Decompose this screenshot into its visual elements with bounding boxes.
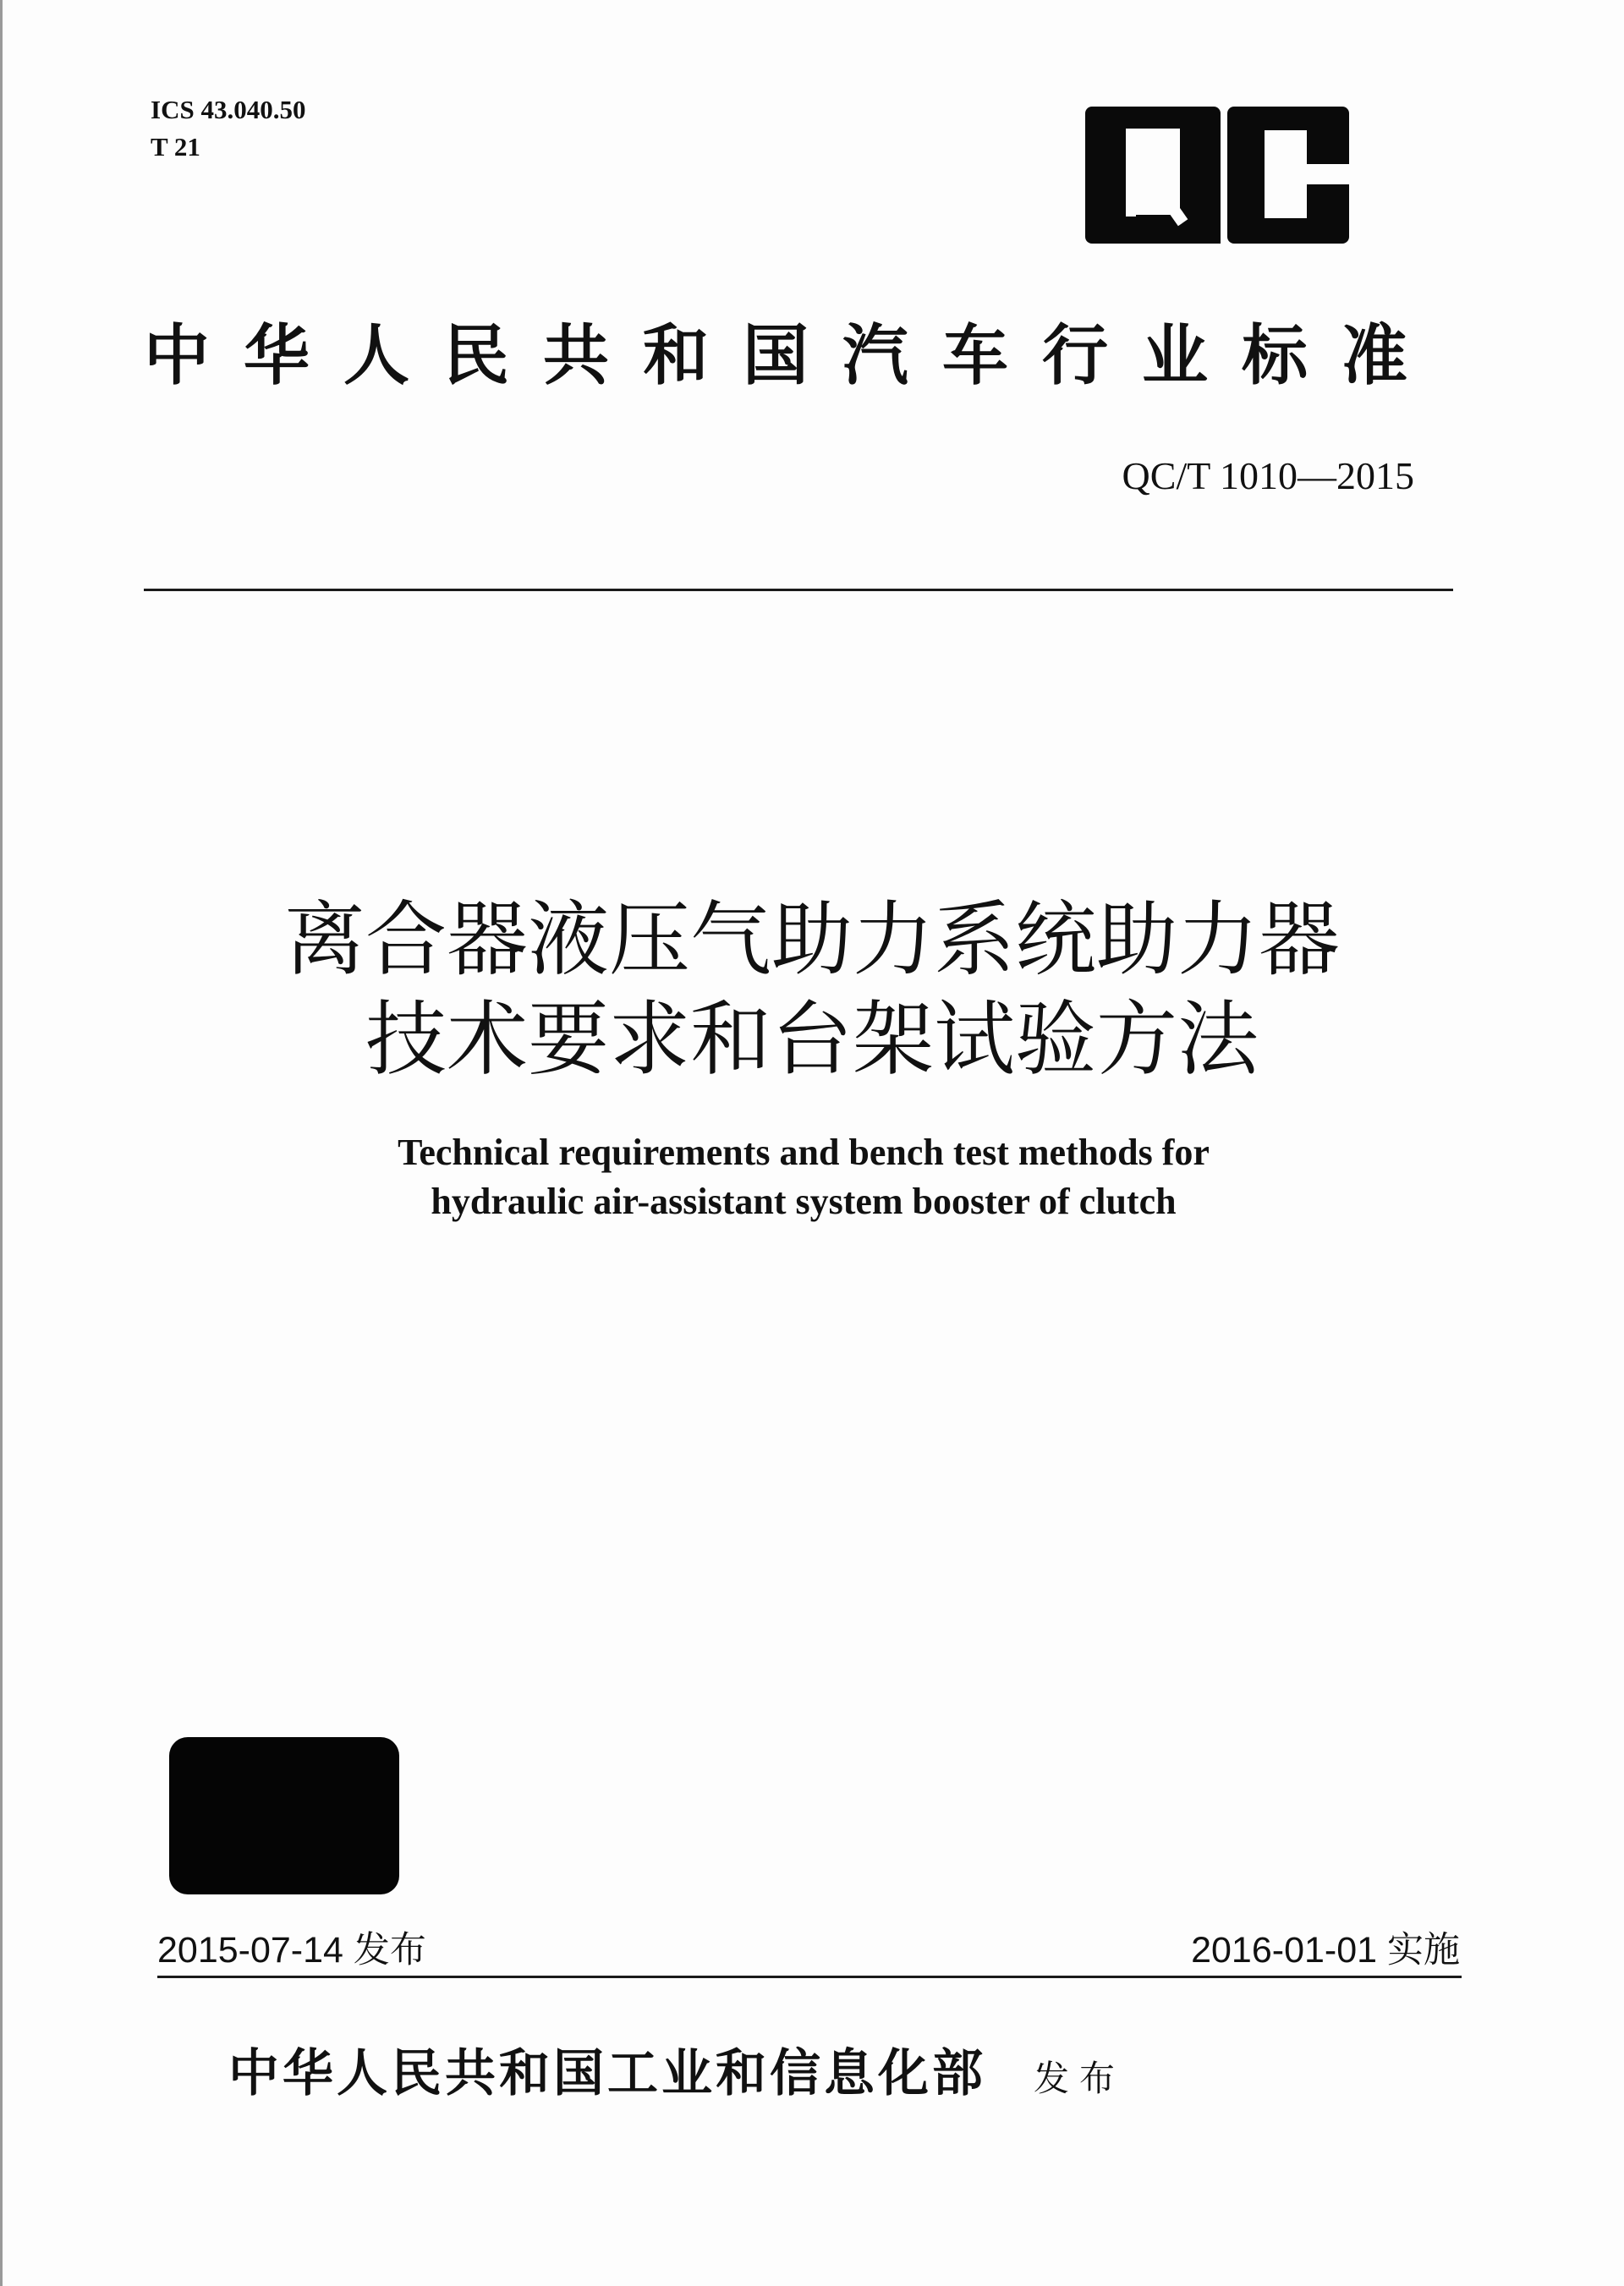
footer-divider [157,1976,1462,1978]
qc-logo [1085,107,1349,244]
title-english [0,1128,1607,1226]
classification-codes [151,91,305,166]
title-chinese [0,890,1624,1089]
header-divider [144,589,1453,591]
ics-code: ICS 43.040.50 [151,95,306,124]
publisher-verb: 发布 [1034,2058,1126,2099]
publisher-line [228,2033,1125,2106]
classification-code: T 21 [151,132,200,162]
redacted-stamp-block [169,1737,399,1894]
title-chinese-line-2: 技术要求和台架试验方法 [365,992,1259,1087]
publisher-organization: 中华人民共和国工业和信息化部 [228,2044,986,2103]
title-english-line-2: hydraulic air-assistant system booster of clutch [431,1181,1177,1222]
effective-date: 2016-01-01 实施 [1191,1930,1460,1971]
standard-number: QC/T 1010—2015 [1122,454,1414,497]
issue-date: 2015-07-14 发布 [157,1930,426,1971]
title-chinese-line-1: 离合器液压气助力系统助力器 [284,892,1340,987]
standard-category: 中华人民共和国汽车行业标准 [144,317,1442,394]
title-english-line-1: Technical requirements and bench test methods for [398,1132,1210,1173]
